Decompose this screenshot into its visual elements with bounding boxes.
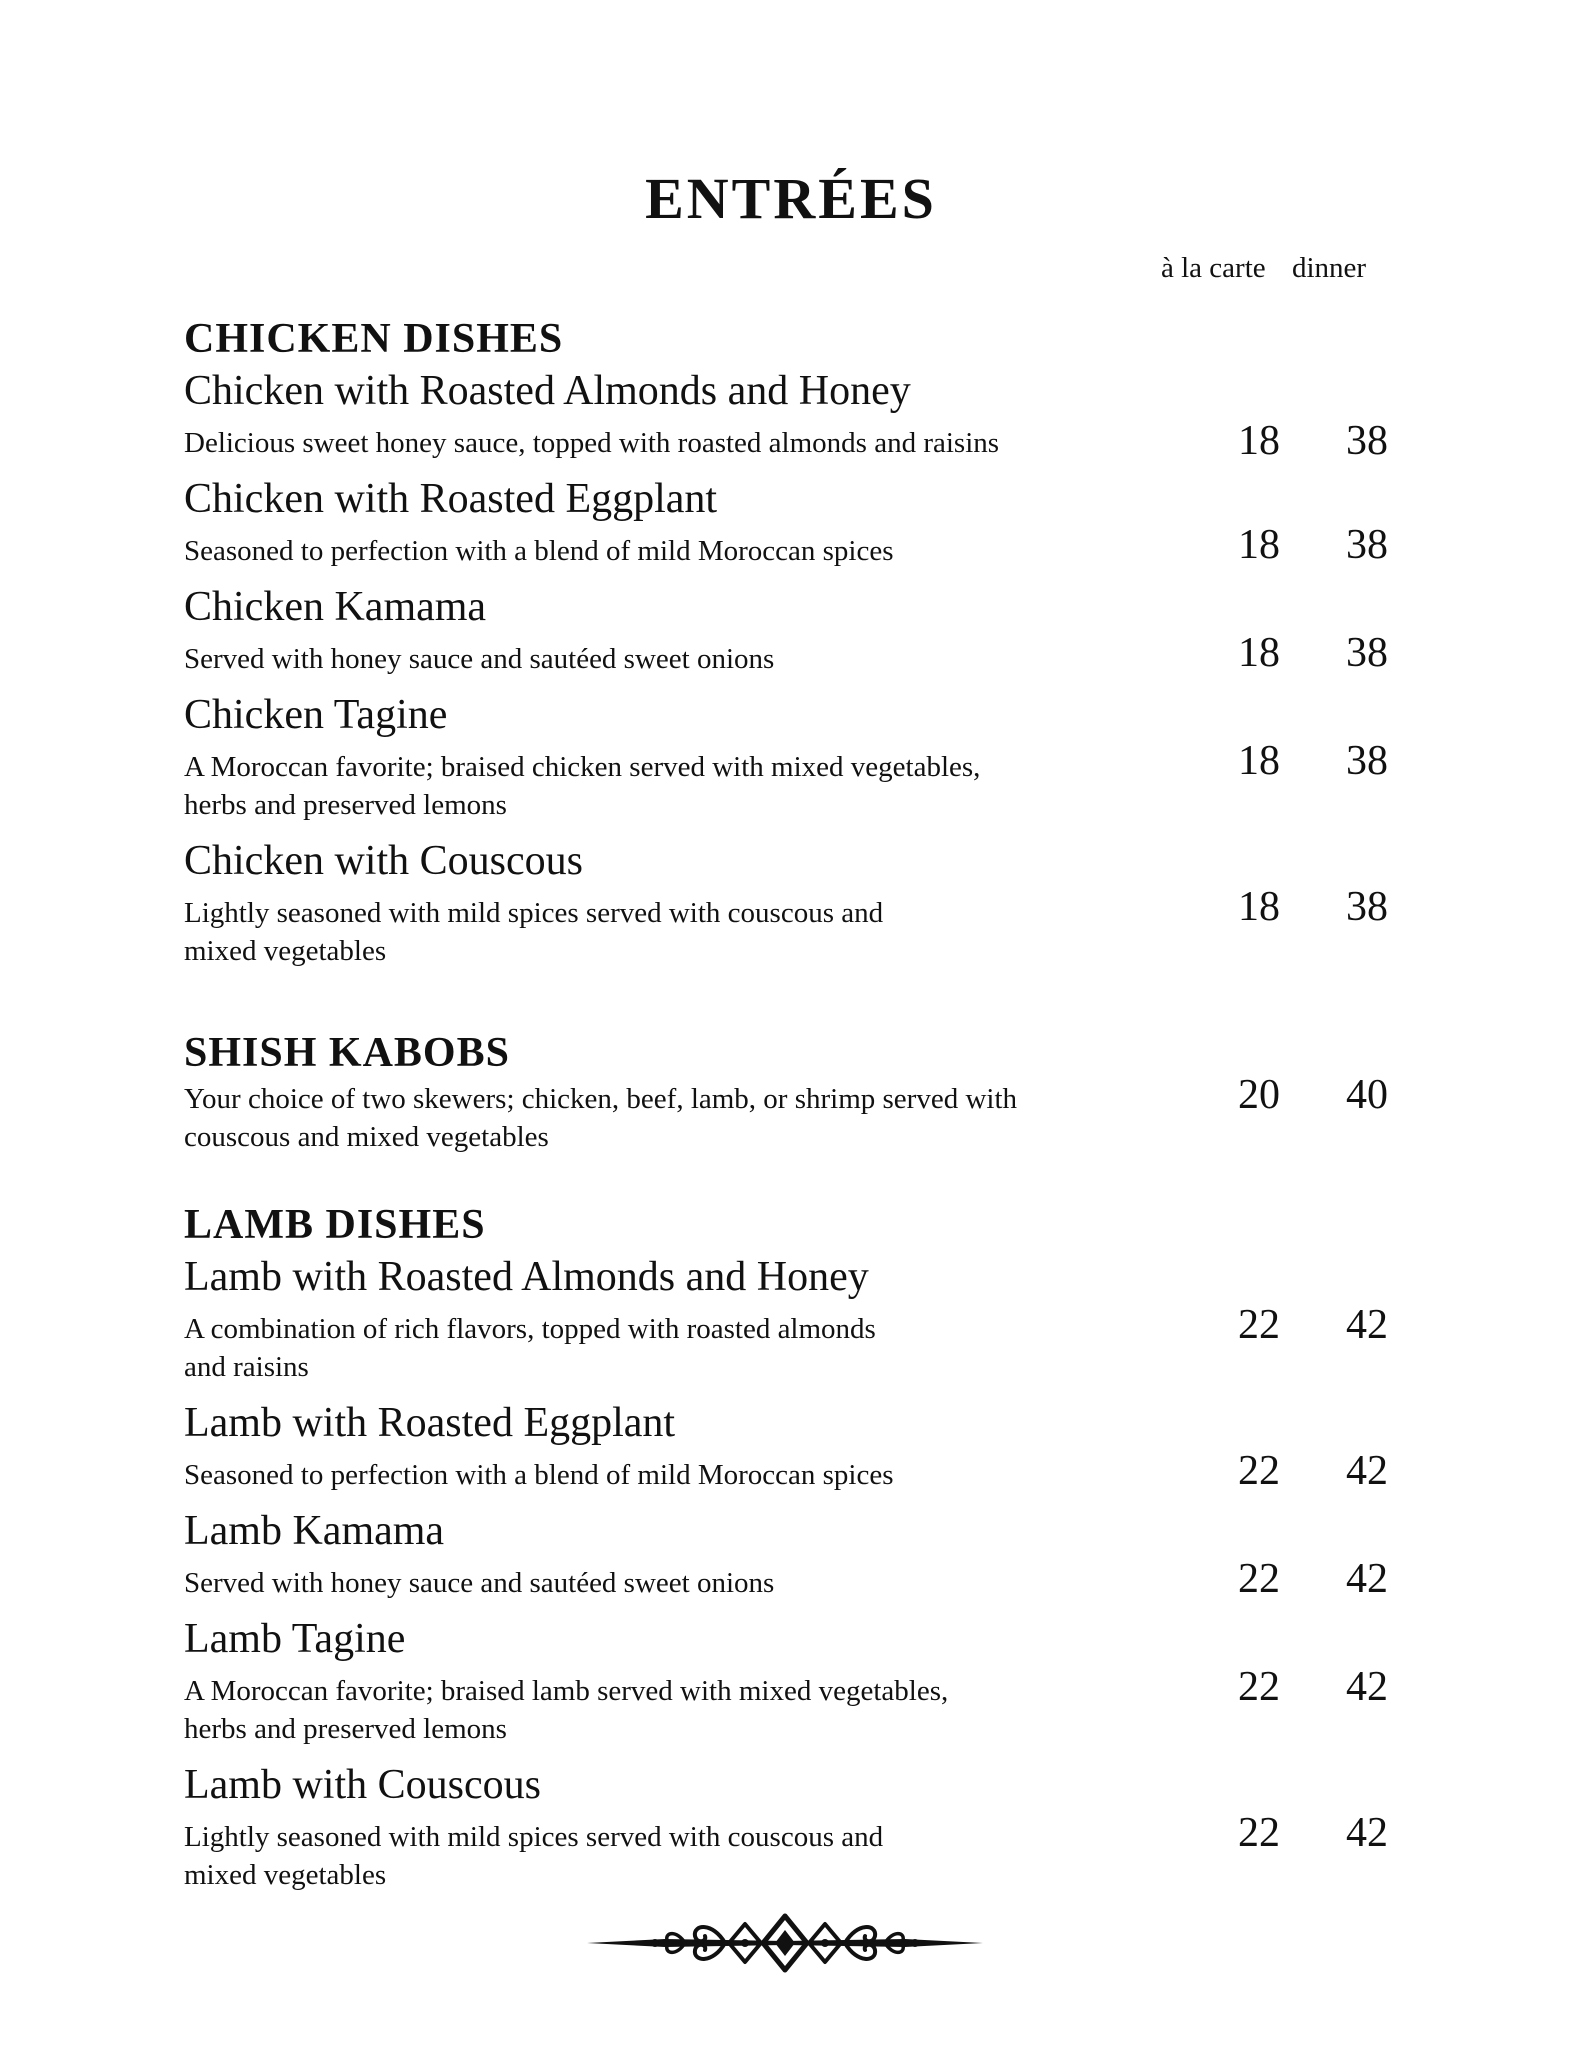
price-alacarte: 22 xyxy=(1238,1664,1280,1710)
price-alacarte: 18 xyxy=(1238,522,1280,568)
price-alacarte: 18 xyxy=(1238,738,1280,784)
menu-item-description: Seasoned to perfection with a blend of mild Moroccan spices xyxy=(184,535,894,567)
price-alacarte: 18 xyxy=(1238,884,1280,930)
price-dinner: 42 xyxy=(1346,1556,1388,1602)
price-alacarte: 22 xyxy=(1238,1448,1280,1494)
price-dinner: 42 xyxy=(1346,1302,1388,1348)
menu-item-description: A combination of rich flavors, topped with roasted almonds xyxy=(184,1313,876,1345)
menu-item-description: Served with honey sauce and sautéed sweet onions xyxy=(184,643,775,675)
price-dinner: 38 xyxy=(1346,738,1388,784)
price-alacarte: 18 xyxy=(1238,418,1280,464)
menu-item-description-continued: mixed vegetables xyxy=(184,935,387,967)
menu-item-description: Served with honey sauce and sautéed sweet onions xyxy=(184,1567,775,1599)
menu-item-description: Lightly seasoned with mild spices served with couscous and xyxy=(184,1821,884,1853)
column-header-alacarte: à la carte xyxy=(1161,252,1266,284)
price-alacarte: 18 xyxy=(1238,630,1280,676)
menu-item-name: Lamb with Couscous xyxy=(184,1762,541,1808)
menu-item-name: Lamb Kamama xyxy=(184,1508,445,1554)
menu-item-name: Chicken Kamama xyxy=(184,584,487,630)
price-alacarte: 22 xyxy=(1238,1810,1280,1856)
column-header-dinner: dinner xyxy=(1292,252,1367,284)
menu-item-description-continued: herbs and preserved lemons xyxy=(184,789,507,821)
menu-item-name: Chicken with Roasted Almonds and Honey xyxy=(184,368,911,414)
menu-item-name: Lamb Tagine xyxy=(184,1616,406,1662)
price-dinner: 38 xyxy=(1346,522,1388,568)
menu-item-description: Delicious sweet honey sauce, topped with roasted almonds and raisins xyxy=(184,427,1000,459)
section-heading-lamb: LAMB DISHES xyxy=(184,1202,486,1248)
menu-item-description-continued: and raisins xyxy=(184,1351,309,1383)
price-dinner: 38 xyxy=(1346,884,1388,930)
section-heading-kabobs: SHISH KABOBS xyxy=(184,1030,510,1076)
price-dinner: 42 xyxy=(1346,1448,1388,1494)
menu-item-name: Chicken with Roasted Eggplant xyxy=(184,476,718,522)
menu-item-name: Chicken with Couscous xyxy=(184,838,583,884)
menu-item-description: Lightly seasoned with mild spices served with couscous and xyxy=(184,897,884,929)
menu-item-description: A Moroccan favorite; braised chicken served with mixed vegetables, xyxy=(184,751,981,783)
price-dinner: 40 xyxy=(1346,1072,1388,1118)
menu-item-description-continued: couscous and mixed vegetables xyxy=(184,1121,549,1153)
menu-item-description: Seasoned to perfection with a blend of mild Moroccan spices xyxy=(184,1459,894,1491)
price-alacarte: 20 xyxy=(1238,1072,1280,1118)
price-dinner: 38 xyxy=(1346,418,1388,464)
price-alacarte: 22 xyxy=(1238,1302,1280,1348)
price-dinner: 42 xyxy=(1346,1810,1388,1856)
menu-item-description-continued: mixed vegetables xyxy=(184,1859,387,1891)
page-title: ENTRÉES xyxy=(645,166,937,231)
menu-item-description-continued: herbs and preserved lemons xyxy=(184,1713,507,1745)
price-alacarte: 22 xyxy=(1238,1556,1280,1602)
menu-item-name: Lamb with Roasted Almonds and Honey xyxy=(184,1254,869,1300)
menu-item-name: Lamb with Roasted Eggplant xyxy=(184,1400,676,1446)
menu-item-name: Chicken Tagine xyxy=(184,692,448,738)
menu-item-description: Your choice of two skewers; chicken, beef, lamb, or shrimp served with xyxy=(184,1083,1018,1115)
price-dinner: 42 xyxy=(1346,1664,1388,1710)
section-heading-chicken: CHICKEN DISHES xyxy=(184,316,564,362)
decorative-ornament-icon xyxy=(585,1910,985,1976)
menu-item-description: A Moroccan favorite; braised lamb served with mixed vegetables, xyxy=(184,1675,949,1707)
price-dinner: 38 xyxy=(1346,630,1388,676)
